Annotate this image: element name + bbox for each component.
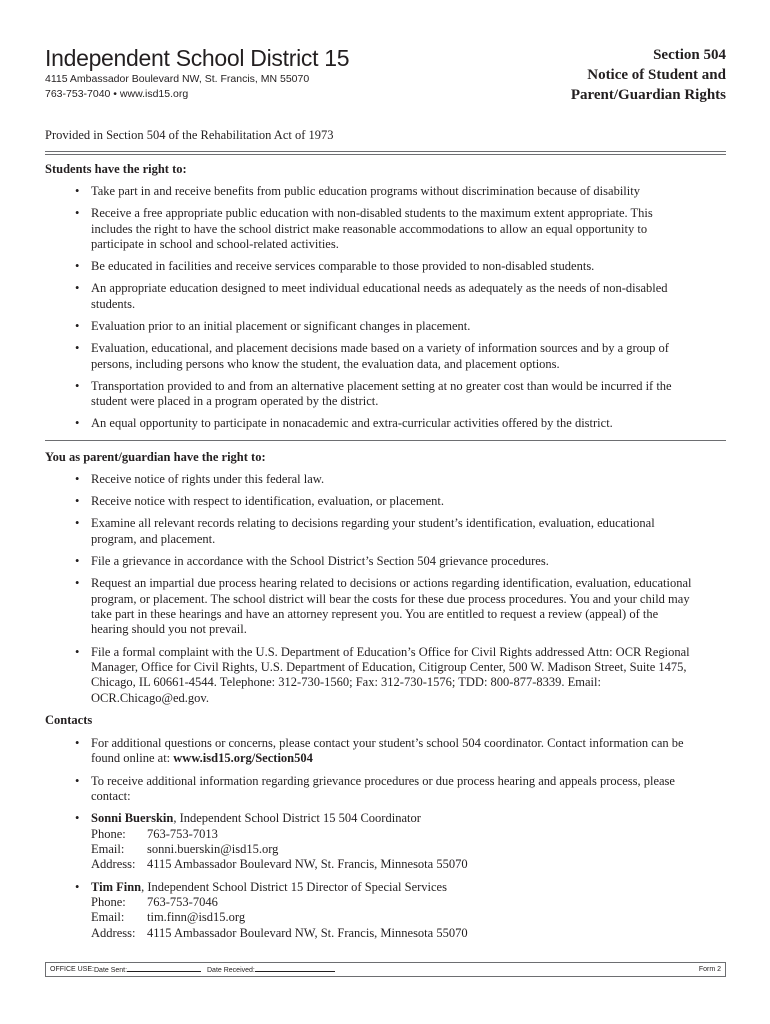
form-number: Form 2 <box>698 966 721 973</box>
contact-person-1 <box>75 811 695 873</box>
contacts-heading: Contacts <box>45 713 93 727</box>
list-item: • Evaluation, educational, and placement decisions made based on a variety of information sources and by a group of persons, including persons who know the student, the evaluation data, and placement options. <box>75 341 695 372</box>
list-item: • An equal opportunity to participate in nonacademic and extra-curricular activities offered by the district. <box>75 416 695 431</box>
date-received-blank[interactable] <box>255 963 335 972</box>
list-item: • Receive a free appropriate public education with non-disabled students to the maximum extent appropriate. This includes the right to have the school district make reasonable accommodations to allow an equal opportunity to participate in school and school-related activities. <box>75 206 695 252</box>
contact-phone: 763-753-7046 <box>147 895 218 910</box>
provided-text: Provided in Section 504 of the Rehabilitation Act of 1973 <box>45 128 334 142</box>
document-header <box>45 45 726 105</box>
contact-phone: 763-753-7013 <box>147 826 218 841</box>
list-item: • Be educated in facilities and receive services comparable to those provided to non-disabled students. <box>75 259 695 274</box>
students-heading: Students have the right to: <box>45 162 187 176</box>
contact-name: Tim Finn <box>91 879 142 894</box>
list-item: • Transportation provided to and from an alternative placement setting at no greater cost than would be incurred if the student were placed in a program operated by the district. <box>75 379 695 410</box>
contact-name: Sonni Buerskin <box>91 811 174 826</box>
date-sent-label: Date Sent: <box>94 967 128 974</box>
email-label: Email: <box>91 842 125 857</box>
contact-person-2 <box>75 880 695 942</box>
district-name: Independent School District 15 <box>45 45 350 71</box>
contacts-list <box>75 736 695 948</box>
title-line-3: Parent/Guardian Rights <box>570 87 726 103</box>
students-rights-list <box>75 184 695 439</box>
document-title <box>571 45 726 105</box>
list-item: • Evaluation prior to an initial placement or significant changes in placement. <box>75 319 695 334</box>
list-item <box>75 736 695 767</box>
list-item: • To receive additional information regarding grievance procedures or due process hearing and appeals process, please contact: <box>75 774 695 805</box>
list-item: • Take part in and receive benefits from public education programs without discrimination because of disability <box>75 184 695 199</box>
office-use-label: OFFICE USE: <box>50 966 94 973</box>
contact-email[interactable]: tim.finn@isd15.org <box>147 910 246 925</box>
district-contact: 763-753-7040 • www.isd15.org <box>45 88 189 100</box>
parents-rights-list <box>75 472 695 713</box>
date-received-label: Date Received: <box>207 967 255 974</box>
address-label: Address: <box>91 925 136 940</box>
address-label: Address: <box>91 857 136 872</box>
date-sent-field[interactable] <box>94 963 201 977</box>
district-address: 4115 Ambassador Boulevard NW, St. Francis, MN 55070 <box>45 73 310 85</box>
list-item: • Request an impartial due process hearing related to decisions or actions regarding identification, evaluation, educational program, or placement. The school district will bear the costs for these due process procedures. You and your child may take part in these hearings and have an attorney represent you. You are entitled to request a review (appeal) of the hearing should you not prevail. <box>75 576 695 638</box>
title-line-1: Section 504 <box>653 47 726 63</box>
section-divider <box>45 440 726 441</box>
contact-email[interactable]: sonni.buerskin@isd15.org <box>147 842 279 857</box>
contact-role: , Independent School District 15 504 Coordinator <box>173 811 421 826</box>
contacts-item-text: For additional questions or concerns, please contact your student’s school 504 coordinator. Contact information can be found online at: <box>91 736 684 766</box>
contact-role: , Independent School District 15 Director of Special Services <box>141 879 447 894</box>
list-item: • An appropriate education designed to meet individual educational needs as adequately as the needs of non-disabled students. <box>75 281 695 312</box>
section-divider <box>45 151 726 155</box>
list-item: • File a grievance in accordance with the School District’s Section 504 grievance procedures. <box>75 554 695 569</box>
list-item: • File a formal complaint with the U.S. Department of Education’s Office for Civil Rights addressed Attn: OCR Regional Manager, Office for Civil Rights, U.S. Department of Education, Citigroup Center, 500 W. Madison Street, Suite 1475, Chicago, IL 60661-4544. Telephone: 312-730-1560; Fax: 312-730-1576; TDD: 800-877-8339. Email: OCR.Chicago@ed.gov. <box>75 645 695 707</box>
contact-address: 4115 Ambassador Boulevard NW, St. Francis, Minnesota 55070 <box>147 857 468 872</box>
section504-link[interactable]: www.isd15.org/Section504 <box>173 751 313 766</box>
parents-heading: You as parent/guardian have the right to: <box>45 450 266 464</box>
list-item: • Receive notice of rights under this federal law. <box>75 472 695 487</box>
phone-label: Phone: <box>91 895 126 910</box>
title-line-2: Notice of Student and <box>587 67 726 83</box>
phone-label: Phone: <box>91 826 126 841</box>
email-label: Email: <box>91 910 125 925</box>
contact-address: 4115 Ambassador Boulevard NW, St. Francis, Minnesota 55070 <box>147 925 468 940</box>
list-item: • Receive notice with respect to identification, evaluation, or placement. <box>75 494 695 509</box>
list-item: • Examine all relevant records relating to decisions regarding your student’s identification, evaluation, educational program, and placement. <box>75 516 695 547</box>
date-sent-blank[interactable] <box>127 963 201 972</box>
office-use-box <box>45 962 726 977</box>
date-received-field[interactable] <box>207 963 335 977</box>
